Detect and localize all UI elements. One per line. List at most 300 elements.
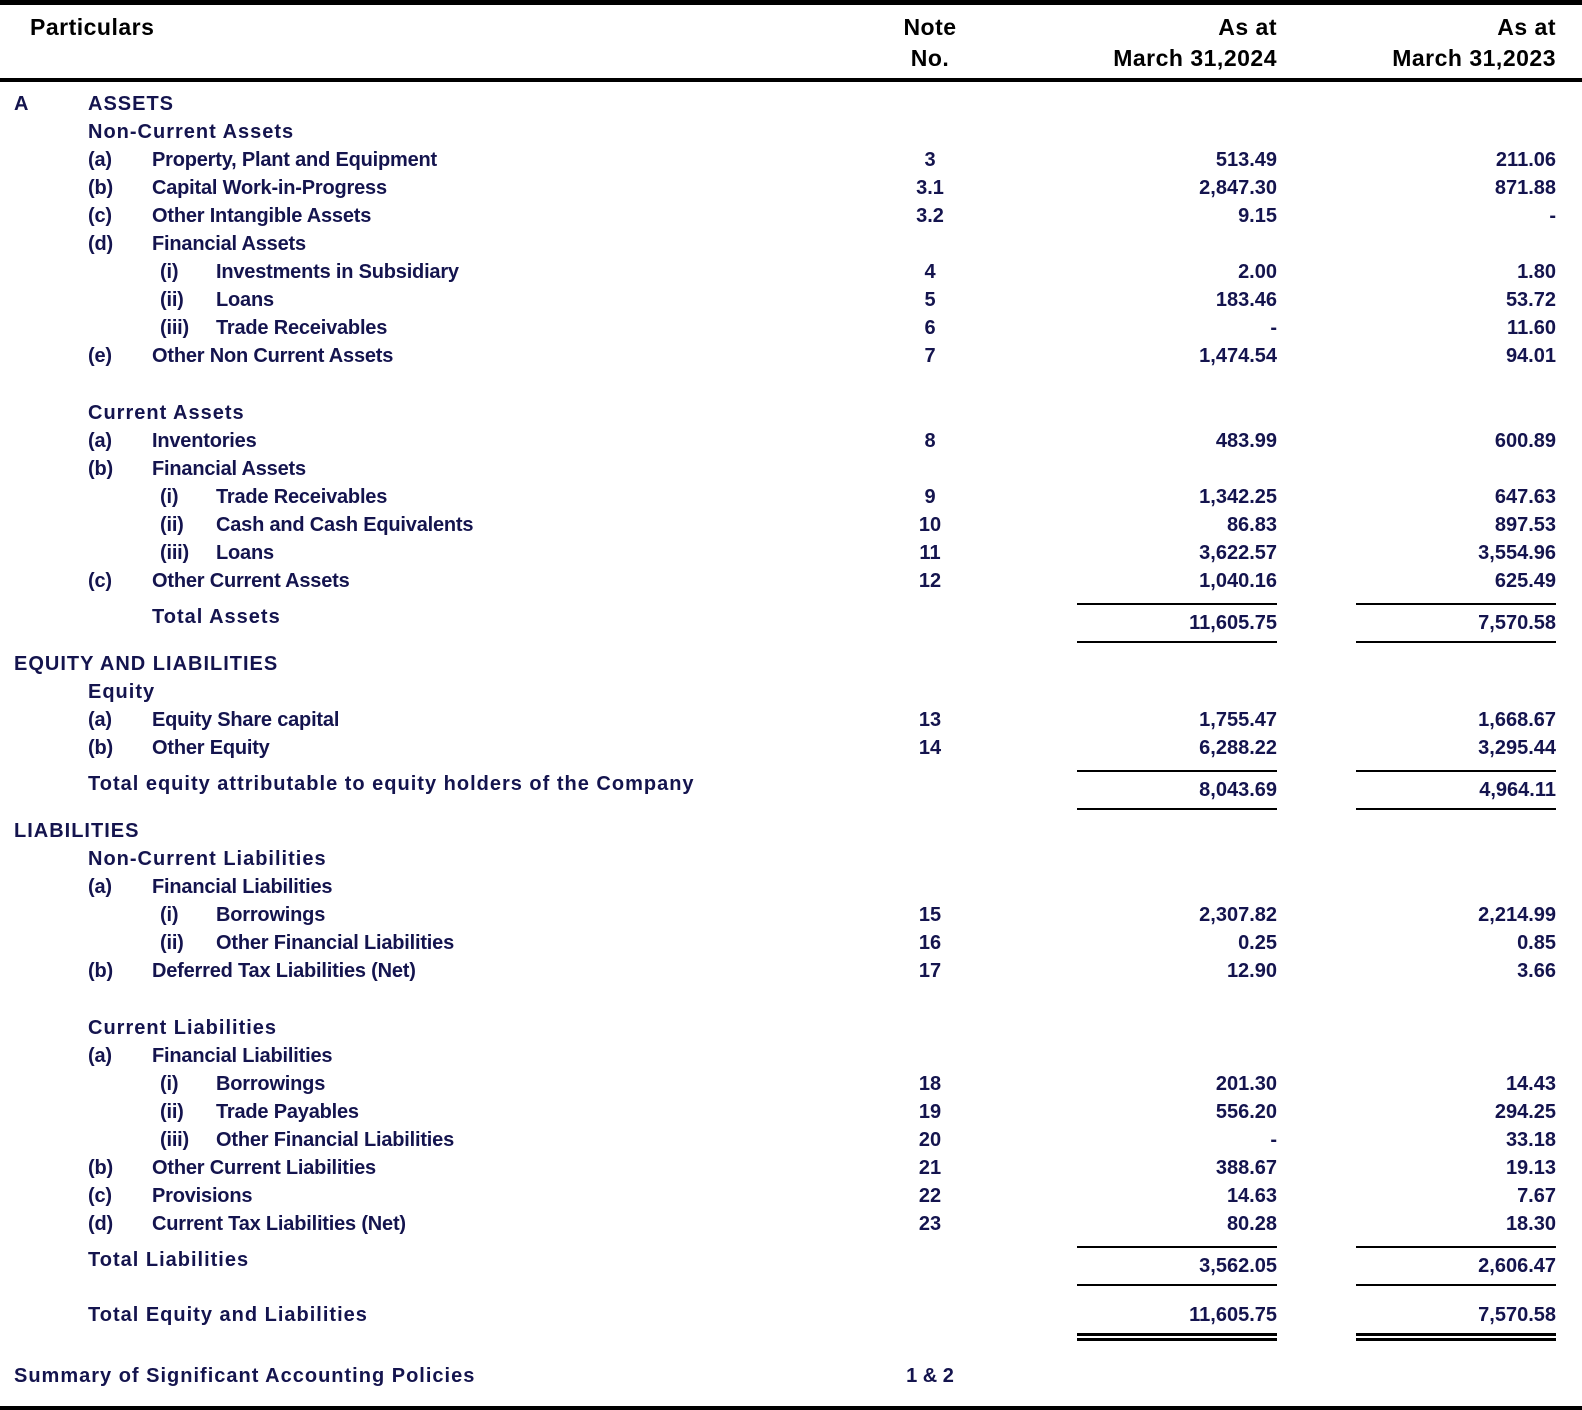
amount-2024-value: 11,605.75 — [1077, 1301, 1277, 1341]
amount-2024-value: 513.49 — [1215, 149, 1277, 171]
row-marker: (i) — [160, 904, 179, 926]
row-marker: (d) — [88, 233, 113, 255]
table-row — [0, 174, 1582, 202]
amount-2024-cell — [1000, 817, 1290, 845]
amount-2024-cell — [1000, 342, 1290, 370]
table-row — [0, 762, 1582, 817]
amount-2023-cell — [1290, 929, 1582, 957]
note-cell: 23 — [918, 1213, 942, 1235]
table-row — [0, 146, 1582, 174]
row-label: Financial Assets — [152, 233, 306, 255]
amount-2024-cell — [1000, 957, 1290, 985]
note-cell — [860, 650, 1000, 678]
table-row — [0, 1293, 1582, 1348]
amount-2023-cell — [1290, 1246, 1582, 1286]
note-cell — [860, 90, 1000, 118]
section-letter: A — [14, 93, 30, 115]
table-row — [0, 734, 1582, 762]
note-cell: 22 — [918, 1185, 942, 1207]
amount-2024-value: 1,755.47 — [1199, 709, 1277, 731]
table-row — [0, 1126, 1582, 1154]
amount-2024-cell — [1000, 1154, 1290, 1182]
note-cell — [860, 873, 1000, 901]
particulars-cell — [0, 427, 860, 455]
table-header — [0, 5, 1582, 74]
row-label: Current Tax Liabilities (Net) — [152, 1213, 406, 1235]
spacer-row — [0, 985, 1582, 1014]
amount-2024-cell — [1000, 678, 1290, 706]
amount-2023-cell — [1290, 957, 1582, 985]
particulars-cell — [0, 202, 860, 230]
amount-2023-value: 2,214.99 — [1478, 904, 1556, 926]
amount-2024-cell — [1000, 174, 1290, 202]
amount-2023-cell — [1290, 678, 1582, 706]
row-label: Provisions — [152, 1185, 253, 1207]
amount-2024-value: 388.67 — [1215, 1157, 1277, 1179]
particulars-cell — [0, 1182, 860, 1210]
row-label: Borrowings — [216, 904, 326, 926]
note-cell: 17 — [918, 960, 942, 982]
row-label: Total Equity and Liabilities — [88, 1304, 368, 1326]
header-as-at-2024 — [1000, 12, 1290, 74]
table-row — [0, 342, 1582, 370]
amount-2023-cell — [1290, 603, 1582, 643]
row-marker: (a) — [88, 1045, 112, 1067]
amount-2024-value: 3,622.57 — [1199, 542, 1277, 564]
row-label: Total Assets — [152, 606, 281, 628]
note-cell: 3 — [924, 149, 936, 171]
note-cell — [860, 1042, 1000, 1070]
particulars-cell — [0, 901, 860, 929]
table-row — [0, 539, 1582, 567]
row-label: Inventories — [152, 430, 257, 452]
particulars-cell — [0, 174, 860, 202]
table-row — [0, 483, 1582, 511]
amount-2024-cell — [1000, 202, 1290, 230]
amount-2023-value: 4,964.11 — [1356, 770, 1556, 810]
note-cell — [860, 230, 1000, 258]
row-marker: (i) — [160, 1073, 179, 1095]
particulars-cell — [0, 1098, 860, 1126]
particulars-cell — [0, 1126, 860, 1154]
amount-2023-cell — [1290, 1098, 1582, 1126]
note-cell: 4 — [924, 261, 936, 283]
row-marker: (d) — [88, 1213, 113, 1235]
note-cell: 13 — [918, 709, 942, 731]
amount-2023-cell — [1290, 1362, 1582, 1390]
note-cell: 7 — [924, 345, 936, 367]
particulars-cell — [0, 678, 860, 706]
amount-2024-cell — [1000, 1014, 1290, 1042]
spacer-row — [0, 370, 1582, 399]
amount-2023-value: 14.43 — [1505, 1073, 1556, 1095]
particulars-cell — [0, 706, 860, 734]
amount-2023-cell — [1290, 650, 1582, 678]
table-row — [0, 90, 1582, 118]
amount-2024-value: 183.46 — [1215, 289, 1277, 311]
amount-2024-cell — [1000, 706, 1290, 734]
table-row — [0, 455, 1582, 483]
row-marker: (a) — [88, 430, 112, 452]
amount-2024-value: 2,307.82 — [1199, 904, 1277, 926]
amount-2024-cell — [1000, 146, 1290, 174]
amount-2023-value: 3.66 — [1517, 960, 1556, 982]
particulars-cell — [0, 342, 860, 370]
note-cell — [860, 399, 1000, 427]
amount-2024-cell — [1000, 845, 1290, 873]
amount-2023-value: 7,570.58 — [1356, 603, 1556, 643]
row-label: LIABILITIES — [14, 820, 140, 842]
amount-2023-cell — [1290, 873, 1582, 901]
note-cell — [860, 1301, 1000, 1341]
note-cell — [860, 678, 1000, 706]
table-row — [0, 1182, 1582, 1210]
header-2024-line1: As at — [1218, 14, 1277, 40]
amount-2023-cell — [1290, 511, 1582, 539]
amount-2024-value: 6,288.22 — [1199, 737, 1277, 759]
amount-2023-cell — [1290, 845, 1582, 873]
amount-2023-value: 53.72 — [1505, 289, 1556, 311]
row-label: Total Liabilities — [88, 1249, 250, 1271]
particulars-cell — [0, 567, 860, 595]
particulars-cell — [0, 1301, 860, 1341]
row-label: Loans — [216, 289, 274, 311]
row-label: Trade Receivables — [216, 486, 388, 508]
amount-2023-value: 11.60 — [1507, 317, 1556, 339]
amount-2024-cell — [1000, 286, 1290, 314]
amount-2024-cell — [1000, 399, 1290, 427]
amount-2024-cell — [1000, 455, 1290, 483]
table-row — [0, 845, 1582, 873]
table-row — [0, 706, 1582, 734]
amount-2023-value: 1,668.67 — [1478, 709, 1556, 731]
amount-2024-cell — [1000, 650, 1290, 678]
amount-2024-cell — [1000, 1246, 1290, 1286]
row-marker: (c) — [88, 1185, 112, 1207]
note-cell: 15 — [918, 904, 942, 926]
row-label: Other Current Liabilities — [152, 1157, 376, 1179]
row-label: Equity — [88, 681, 156, 703]
note-cell: 6 — [924, 317, 936, 339]
table-row — [0, 1348, 1582, 1396]
header-2023-line1: As at — [1497, 14, 1556, 40]
row-marker: (i) — [160, 486, 179, 508]
amount-2023-value: 7.67 — [1517, 1185, 1556, 1207]
row-label: EQUITY AND LIABILITIES — [14, 653, 279, 675]
row-marker: (b) — [88, 177, 113, 199]
table-body — [0, 82, 1582, 1396]
row-label: ASSETS — [88, 93, 175, 115]
particulars-cell — [0, 455, 860, 483]
row-label: Non-Current Assets — [88, 121, 295, 143]
amount-2023-value: 2,606.47 — [1356, 1246, 1556, 1286]
amount-2023-cell — [1290, 1014, 1582, 1042]
row-label: Summary of Significant Accounting Policies — [14, 1365, 476, 1387]
amount-2023-value: 33.18 — [1505, 1129, 1556, 1151]
row-marker: (b) — [88, 458, 113, 480]
note-cell: 21 — [918, 1157, 942, 1179]
row-label: Loans — [216, 542, 274, 564]
particulars-cell — [0, 1210, 860, 1238]
table-row — [0, 873, 1582, 901]
note-cell — [860, 845, 1000, 873]
header-2024-line2: March 31,2024 — [1113, 45, 1277, 71]
particulars-cell — [0, 511, 860, 539]
table-row — [0, 511, 1582, 539]
amount-2023-cell — [1290, 1070, 1582, 1098]
amount-2024-value: 12.90 — [1226, 960, 1277, 982]
particulars-cell — [0, 770, 860, 810]
row-marker: (c) — [88, 570, 112, 592]
row-marker: (a) — [88, 149, 112, 171]
note-cell: 8 — [924, 430, 936, 452]
amount-2023-value: 294.25 — [1494, 1101, 1556, 1123]
amount-2023-cell — [1290, 230, 1582, 258]
table-row — [0, 957, 1582, 985]
particulars-cell — [0, 929, 860, 957]
amount-2023-cell — [1290, 1154, 1582, 1182]
amount-2024-cell — [1000, 1098, 1290, 1126]
row-label: Deferred Tax Liabilities (Net) — [152, 960, 416, 982]
row-marker: (iii) — [160, 542, 189, 564]
table-row — [0, 901, 1582, 929]
note-cell: 12 — [918, 570, 942, 592]
table-row — [0, 678, 1582, 706]
row-marker: (iii) — [160, 317, 189, 339]
amount-2023-value: 1.80 — [1517, 261, 1556, 283]
header-note-line1: Note — [903, 14, 957, 40]
amount-2024-value: 201.30 — [1215, 1073, 1277, 1095]
amount-2023-cell — [1290, 770, 1582, 810]
row-label: Current Assets — [88, 402, 245, 424]
amount-2024-value: 80.28 — [1226, 1213, 1277, 1235]
row-label: Property, Plant and Equipment — [152, 149, 437, 171]
table-row — [0, 929, 1582, 957]
row-label: Financial Liabilities — [152, 1045, 333, 1067]
table-row — [0, 427, 1582, 455]
row-marker: (e) — [88, 345, 112, 367]
particulars-cell — [0, 1042, 860, 1070]
amount-2023-cell — [1290, 483, 1582, 511]
amount-2024-value: 1,342.25 — [1199, 486, 1277, 508]
amount-2023-cell — [1290, 342, 1582, 370]
row-label: Other Non Current Assets — [152, 345, 394, 367]
row-marker: (i) — [160, 261, 179, 283]
note-cell — [860, 770, 1000, 810]
amount-2023-cell — [1290, 314, 1582, 342]
particulars-cell — [0, 1070, 860, 1098]
particulars-cell — [0, 734, 860, 762]
amount-2024-cell — [1000, 1126, 1290, 1154]
row-label: Investments in Subsidiary — [216, 261, 459, 283]
row-label: Financial Assets — [152, 458, 306, 480]
amount-2024-value: - — [1270, 317, 1277, 339]
row-marker: (b) — [88, 1157, 113, 1179]
row-label: Other Equity — [152, 737, 270, 759]
particulars-cell — [0, 957, 860, 985]
table-row — [0, 1098, 1582, 1126]
table-row — [0, 1042, 1582, 1070]
header-as-at-2023 — [1290, 12, 1582, 74]
amount-2023-cell — [1290, 455, 1582, 483]
header-2023-line2: March 31,2023 — [1392, 45, 1556, 71]
table-row — [0, 1238, 1582, 1293]
row-label: Trade Receivables — [216, 317, 388, 339]
amount-2023-value: 94.01 — [1505, 345, 1556, 367]
amount-2023-cell — [1290, 146, 1582, 174]
amount-2024-value: - — [1270, 1129, 1277, 1151]
amount-2023-value: 0.85 — [1517, 932, 1556, 954]
amount-2023-cell — [1290, 706, 1582, 734]
row-label: Total equity attributable to equity holders of the Company — [88, 773, 695, 795]
note-cell — [860, 118, 1000, 146]
table-row — [0, 118, 1582, 146]
amount-2024-cell — [1000, 90, 1290, 118]
amount-2023-cell — [1290, 1126, 1582, 1154]
amount-2024-value: 2,847.30 — [1199, 177, 1277, 199]
amount-2023-value: 600.89 — [1494, 430, 1556, 452]
row-label: Equity Share capital — [152, 709, 340, 731]
amount-2024-cell — [1000, 483, 1290, 511]
header-note-line2: No. — [910, 45, 950, 71]
amount-2023-value: 871.88 — [1494, 177, 1556, 199]
amount-2023-cell — [1290, 90, 1582, 118]
table-row — [0, 314, 1582, 342]
amount-2024-cell — [1000, 539, 1290, 567]
table-row — [0, 399, 1582, 427]
row-label: Other Financial Liabilities — [216, 1129, 454, 1151]
note-cell: 20 — [918, 1129, 942, 1151]
amount-2023-cell — [1290, 567, 1582, 595]
particulars-cell — [0, 146, 860, 174]
amount-2023-value: - — [1549, 205, 1556, 227]
amount-2023-cell — [1290, 734, 1582, 762]
table-row — [0, 595, 1582, 650]
amount-2024-cell — [1000, 929, 1290, 957]
amount-2024-cell — [1000, 314, 1290, 342]
note-cell: 11 — [919, 542, 941, 564]
amount-2023-cell — [1290, 1301, 1582, 1341]
table-row — [0, 258, 1582, 286]
row-marker: (ii) — [160, 1101, 184, 1123]
row-label: Current Liabilities — [88, 1017, 278, 1039]
note-cell: 14 — [918, 737, 942, 759]
amount-2024-cell — [1000, 1182, 1290, 1210]
amount-2024-value: 0.25 — [1238, 932, 1277, 954]
amount-2024-cell — [1000, 770, 1290, 810]
particulars-cell — [0, 603, 860, 643]
amount-2023-cell — [1290, 174, 1582, 202]
amount-2023-cell — [1290, 202, 1582, 230]
particulars-cell — [0, 314, 860, 342]
table-row — [0, 230, 1582, 258]
amount-2024-cell — [1000, 901, 1290, 929]
note-cell — [860, 817, 1000, 845]
row-label: Capital Work-in-Progress — [152, 177, 387, 199]
row-marker: (ii) — [160, 514, 184, 536]
note-cell — [860, 1014, 1000, 1042]
row-marker: (ii) — [160, 289, 184, 311]
table-row — [0, 650, 1582, 678]
row-label: Borrowings — [216, 1073, 326, 1095]
amount-2024-value: 11,605.75 — [1077, 603, 1277, 643]
amount-2024-cell — [1000, 873, 1290, 901]
note-cell: 9 — [924, 486, 936, 508]
amount-2024-cell — [1000, 427, 1290, 455]
amount-2024-cell — [1000, 1042, 1290, 1070]
amount-2023-value: 18.30 — [1505, 1213, 1556, 1235]
amount-2023-value: 897.53 — [1494, 514, 1556, 536]
amount-2024-value: 14.63 — [1226, 1185, 1277, 1207]
particulars-cell — [0, 399, 860, 427]
amount-2024-cell — [1000, 511, 1290, 539]
note-cell: 3.2 — [916, 205, 944, 227]
header-note — [860, 12, 1000, 74]
amount-2024-cell — [1000, 230, 1290, 258]
particulars-cell — [0, 118, 860, 146]
note-cell: 3.1 — [916, 177, 944, 199]
particulars-cell — [0, 1154, 860, 1182]
amount-2024-cell — [1000, 1070, 1290, 1098]
row-marker: (c) — [88, 205, 112, 227]
amount-2023-value: 647.63 — [1494, 486, 1556, 508]
note-cell — [860, 603, 1000, 643]
amount-2023-cell — [1290, 258, 1582, 286]
note-cell — [860, 1246, 1000, 1286]
particulars-cell — [0, 258, 860, 286]
amount-2023-cell — [1290, 901, 1582, 929]
amount-2024-value: 1,040.16 — [1199, 570, 1277, 592]
amount-2024-value: 86.83 — [1226, 514, 1277, 536]
row-marker: (b) — [88, 737, 113, 759]
row-label: Financial Liabilities — [152, 876, 333, 898]
amount-2024-value: 8,043.69 — [1077, 770, 1277, 810]
amount-2024-cell — [1000, 603, 1290, 643]
particulars-cell — [0, 286, 860, 314]
table-row — [0, 567, 1582, 595]
amount-2024-value: 9.15 — [1238, 205, 1277, 227]
amount-2024-cell — [1000, 734, 1290, 762]
note-cell: 16 — [918, 932, 942, 954]
amount-2023-cell — [1290, 118, 1582, 146]
note-cell: 1 & 2 — [906, 1365, 954, 1387]
amount-2023-cell — [1290, 1182, 1582, 1210]
row-marker: (b) — [88, 960, 113, 982]
amount-2024-cell — [1000, 1210, 1290, 1238]
header-particulars: Particulars — [30, 14, 155, 40]
row-label: Non-Current Liabilities — [88, 848, 327, 870]
particulars-cell — [0, 483, 860, 511]
amount-2024-value: 2.00 — [1238, 261, 1277, 283]
table-row — [0, 1210, 1582, 1238]
amount-2024-value: 483.99 — [1215, 430, 1277, 452]
particulars-cell — [0, 1246, 860, 1286]
particulars-cell — [0, 650, 860, 678]
particulars-cell — [0, 817, 860, 845]
note-cell: 5 — [924, 289, 936, 311]
particulars-cell — [0, 1014, 860, 1042]
row-label: Other Current Assets — [152, 570, 350, 592]
amount-2023-value: 7,570.58 — [1356, 1301, 1556, 1341]
table-row — [0, 1070, 1582, 1098]
table-row — [0, 1154, 1582, 1182]
amount-2023-value: 3,295.44 — [1478, 737, 1556, 759]
amount-2024-cell — [1000, 1362, 1290, 1390]
amount-2024-cell — [1000, 258, 1290, 286]
amount-2023-value: 19.13 — [1505, 1157, 1556, 1179]
table-row — [0, 817, 1582, 845]
row-marker: (a) — [88, 876, 112, 898]
